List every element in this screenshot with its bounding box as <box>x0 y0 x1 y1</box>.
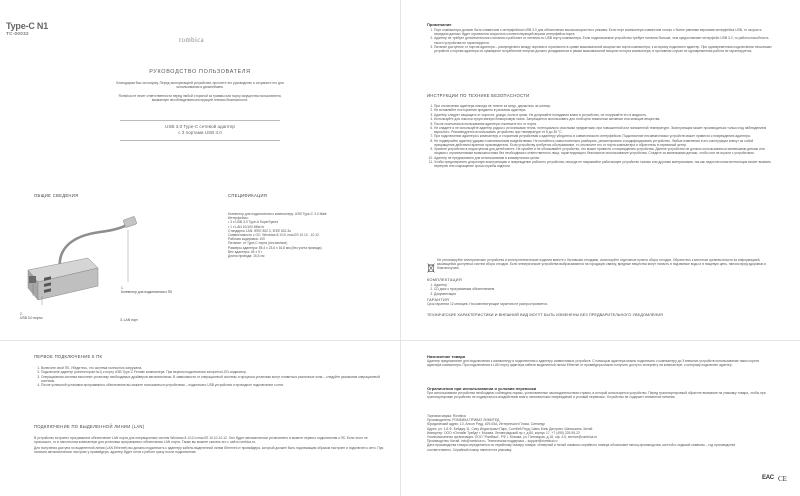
callout-2 <box>20 312 70 320</box>
first-connect-item: 1. Включите свой ПК. Убедитесь, что система полностью загружена. <box>41 366 386 370</box>
safety-item: 7. При подключении адаптера к компьютеру и сторонним устройствам к адаптеру убедитесь в совместимости интерфейсов. Подключение несовместимых устройств может привести к повреждению адаптера. <box>434 134 772 138</box>
lan-body <box>34 436 386 456</box>
lan-port <box>29 276 36 283</box>
safety-item: 11. Чтобы предотвратить досрочную эксплуатацию и повреждение рабочего устройства, никогда не накрывайте работающее устройство тканью или другими материалами, так как недостаточная вентиляция может вызвать перегрев или сокращение срока службы изделия. <box>434 160 772 168</box>
ce-mark-icon: CE <box>778 475 787 483</box>
specs-heading: СПЕЦИФИКАЦИЯ <box>228 193 268 198</box>
company-line: Дата производства товара определяется по серийному номеру товара: четвертый и пятый символы серийного номера обозначают месяц производства, шестой и седьмой символы – год производства соответственно. Серийный номер нанесен на упаковку. <box>427 443 736 452</box>
callout-3-number: 3. <box>120 318 123 322</box>
company-line: Уполномоченная организация: ООО "Ромбика", РФ, г. Москва, ул. Пятницкая, д.18, оф. 4-5, service@rombica.ru <box>427 435 598 440</box>
company-line: Адрес: ул. 1-й Ф. Бейджу 11, Сиху Индастриал Парк, Сонгбей Роуд, Шань Бэнь Дистрикт, Шэньчжэнь, Китай <box>427 426 593 431</box>
safety-item: 10. Адаптер не предназначен для использования в коммерческих целях. <box>434 156 772 160</box>
package-item: 1. Адаптер <box>434 283 627 287</box>
model-name: Type-C N1 <box>6 21 49 31</box>
brand-logo: rombica <box>179 37 205 44</box>
spec-line: • 1 x LAN 10/100 Мбит/с <box>228 224 265 229</box>
product-line-2: с 3 портами USB 3.0 <box>178 130 222 136</box>
safety-item: 6. Не кладите и не используйте адаптер рядом с источниками тепла, потенциально опасными предметами, при повышенной или пониженной температуре. Эксплуатация может производиться только под наблюдением взрослого. Рекомендуется использовать устройство при температуре от 5 до 35 °C. <box>434 126 772 134</box>
spec-line: Рабочая кодировка: 100 <box>228 237 265 242</box>
warranty-heading: ГАРАНТИЯ <box>427 298 450 302</box>
product-line-1: USB 3.0 Type-C сетевой адаптер <box>165 124 235 129</box>
notes-section <box>427 22 772 53</box>
general-heading: ОБЩИЕ СВЕДЕНИЯ <box>34 193 79 198</box>
restrictions-heading: Ограничения при использовании и условия перевозки <box>427 386 537 391</box>
callout-1-text: Коннектор для подключения к ПК <box>121 290 173 295</box>
lan-paragraph-1: В устройство встроено программное обеспечение LAN порта для операционных систем Windows 8.1/10 и macOS 10.10-10.12. Оно будет автоматически установлено в момент первого подключения к ПК. Если этого не произошло, то в настольном компьютере для установки программного обеспечения LAN порта. Также вы можете скачать его с сайта rombica.ru. <box>34 436 368 445</box>
type-c-plug <box>123 216 137 228</box>
manual-title: РУКОВОДСТВО ПОЛЬЗОВАТЕЛЯ <box>149 69 251 75</box>
vertical-fold-line <box>400 0 401 496</box>
company-line: Торговая марка: Rombica <box>427 414 466 418</box>
callout-1 <box>121 286 181 294</box>
company-info <box>427 414 757 452</box>
usb-adapter-drawing <box>20 210 140 310</box>
note-item: 3. Питание доступное от портов адаптера – распределено между портами и ограничено в сумме максимальной мощностью порта компьютера, к которому подключен адаптер. При одновременном подключении нескольких устройств к портам адаптера их суммарное потребление энергии должно укладываться в рамки максимальной мощности порта компьютера, в противном случае их одновременная работа не гарантируется. <box>434 45 772 53</box>
package-heading: КОМПЛЕКТАЦИЯ <box>427 278 462 282</box>
spec-line: Интерфейсы: <box>228 216 249 221</box>
model-label <box>6 22 48 36</box>
package-item: 2. CD диск с программным обеспечением <box>434 287 627 291</box>
spec-line: • 3 x USB 3.0 Type-A SuperSpeed <box>228 220 279 225</box>
company-line: Производство: Китай. info@rombica.ru. Техническая поддержка – support@rombica.ru <box>427 439 558 444</box>
safety-item: 8. Не подвергайте адаптер ударам и механическим воздействиям. Не пытайтесь самостоятельно разбирать, ремонтировать и модифицировать устройство. Любые изменения в его конструкции влекут за собой прекращение действия гарантии производителя. Если устройству требуется обслуживание, то отключите его от порта компьютера и обратитесь в сервисный центр. <box>434 139 772 147</box>
spec-line: Коннектор для подключения к компьютеру: USB Type-C 3.0 Male <box>228 212 327 216</box>
purpose-text: Адаптер предназначен для подключения к компьютеру и подключения к адаптеру совместимых устройств. С помощью адаптера можно подключить к компьютеру до 3 внешних устройств использования таких портов адаптера компьютера. При подключении к LAN порту адаптера кабеля выделенной линии Ethernet от провайдера можно получить доступ к интернету на компьютере, к которому подключен адаптер. <box>427 359 759 368</box>
recycle-bin-icon <box>427 260 435 270</box>
package-list <box>427 283 627 296</box>
first-connect-list <box>34 366 386 388</box>
restrictions-section <box>427 386 772 399</box>
warranty-section <box>427 298 727 306</box>
horizontal-fold-line <box>0 340 800 341</box>
disposal-text: Не утилизируйте электрические устройства и электротехнические изделия вместе с бытовыми отходами, используйте отдельные пункты сбора отходов. Обратитесь к местным органам власти за информацией, касающейся доступных систем сбора отходов. Если электрические устройства выбрасываются на городскую свалку, вредные вещества могут попасть в подземные воды и в пищевую цепь, нанося вред здоровью и благополучию. <box>437 258 767 271</box>
tech-notice: ТЕХНИЧЕСКИЕ ХАРАКТЕРИСТИКИ И ВНЕШНИЙ ВИД МОГУТ БЫТЬ ИЗМЕНЕНЫ БЕЗ ПРЕДВАРИТЕЛЬНОГО УВЕДОМЛЕНИЯ <box>427 313 664 317</box>
restrictions-text: При использовании устройства необходимо соблюдать нормы, установленные законодательством страны, в которой используется устройство. Перед транспортировкой обратите внимание на упаковку товара, чтобы при транспортировке устройство не подвергалось воздействию влаги, механических повреждений и условий перевозки. Устройство не содержит элементов питания. <box>427 391 766 400</box>
lan-heading: ПОДКЛЮЧЕНИЕ ПО ВЫДЕЛЕННОЙ ЛИНИИ (LAN) <box>34 424 145 429</box>
safety-item: 9. Храните устройство в недоступном для детей месте. Не кусайте и не облизывайте устройство, это может привести к повреждению устройства. Данное устройство не должно использоваться маленькими детьми или лицами с ограниченными возможностями без необходимого ответственного лица, гарантирующего безопасное использование устройства. Следите за маленькими детьми, чтобы они не играли с устройством. <box>434 147 772 155</box>
callout-1-number: 1. <box>121 286 124 290</box>
first-connect-item: 2. Подключите адаптер (коннектором №1) к порту USB Type-C Female компьютера. При верном подключении загорится LED-индикатор. <box>41 370 386 374</box>
notes-list <box>427 28 772 53</box>
company-line: Юридический адрес: 10, Ансон Роуд, #29-05А, Интернешнл Плаза, Сингапур <box>427 422 545 427</box>
purpose-heading: Назначение товара <box>427 354 466 359</box>
first-connect-item: 3. Операционная система выполнит установку необходимых драйверов автоматически. В зависимости от операционной системы и процесса установки могут появиться различные окна – следуйте указаниям операционной системы. <box>41 375 386 383</box>
callout-3-text: LAN порт <box>123 318 138 322</box>
callout-2-number: 2. <box>20 312 23 316</box>
manual-intro-1: Благодарим Вас за покупку. Перед эксплуатацией устройства, прочтите это руководство и сохраните его для использования в дальнейшем. <box>116 81 284 90</box>
note-item: 1. Порт компьютера должен быть совместим с интерфейсом USB 3.0 для обеспечения высокоскоростного режима. Если порт компьютера совместим только с более ранними версиями интерфейса USB, то скорость передачи данных будет ограничена скоростью соответствующей версии интерфейса порта. <box>434 28 772 36</box>
spec-line: Стандарты LAN: IEEE 802.3, IEEE 802.3u <box>228 228 292 233</box>
notes-heading: Примечание <box>427 22 452 27</box>
eac-mark-icon: EAC <box>762 475 774 481</box>
spec-line: Размеры адаптера: 85,4 x 23,6 x 16,8 мм (без учета провода) <box>228 245 322 250</box>
lan-paragraph-2: Для получения доступа по выделенной линии (LAN Ethernet) вы должны подключить к адаптеру кабель выделенной линии Ethernet от провайдера, который должен быть надлежащим образом настроен и подключен к сети. При наличии автоматических настроек у провайдера, адаптер будет готов к работе сразу после подключения. <box>34 445 384 455</box>
callout-3 <box>120 318 160 322</box>
company-line: Производитель: РОМБИКА ПРИВАТ ЛИМИТЕД <box>427 418 500 423</box>
specs-list <box>228 212 393 258</box>
package-item: 3. Документация <box>434 292 627 296</box>
product-name-box <box>120 120 280 141</box>
safety-item: 1. При отключении адаптера никогда не тяните за шнур, держитесь за штекер. <box>434 104 772 108</box>
manual-intro-2: Rombica не несет ответственности перед любой стороной за травмы или порчу имущества пользователя, вызванную несоблюдением инструкций техники безопасности. <box>118 94 282 103</box>
spec-line: Вес адаптера: 45 ± 5 г <box>228 249 263 254</box>
purpose-section <box>427 354 772 367</box>
first-connect-item: 4. После успешной установки программного обеспечения вы можете пользоваться устройством – подключать USB устройства и проводное подключение к сети. <box>41 383 386 387</box>
spec-line: Длина провода: 15,5 см <box>228 254 265 259</box>
spec-line: Питание: от Type-C порта (несъемное) <box>228 241 288 246</box>
callout-2-text: USB 3.0 порты <box>20 316 43 321</box>
safety-item: 3. Адаптер следует защищать от сырости, дождя, пыли и грязи. Не допускайте попадания влаги в устройство, не погружайте его в жидкость. <box>434 113 772 117</box>
safety-list <box>427 104 772 169</box>
spec-line: Совместимость с ОС: Windows 8.1/10, macOS 10.10 - 10.12 <box>228 233 319 238</box>
safety-item: 5. После окончания использования адаптера отключите его от порта. <box>434 122 772 126</box>
model-code: TC-00032 <box>6 31 29 36</box>
first-connect-heading: ПЕРВОЕ ПОДКЛЮЧЕНИЕ К ПК <box>34 354 103 359</box>
company-line: Импортер: ООО «Онлайн Трейд» г. Москва, Ленинградский пр-т, д.80, корпус 17, +7 (495) 225-95-22 <box>427 430 580 435</box>
safety-item: 2. Не вставляйте посторонние предметы в разъемы адаптера. <box>434 108 772 112</box>
safety-heading: ИНСТРУКЦИИ ПО ТЕХНИКЕ БЕЗОПАСНОСТИ <box>427 93 530 98</box>
note-item: 2. Адаптер не требует дополнительного питания и работает от питания по USB порту компьютера. Если подключаемое устройство требует питания больше, чем предоставляет интерфейс USB 3.0, то работоспособность такого устройства не гарантируется. <box>434 36 772 44</box>
package-section <box>427 278 627 296</box>
safety-item: 4. Используйте для очистки сухую мягкую безворсовую ткань. Запрещается использовать для этой цели химически активные или моющие вещества. <box>434 117 772 121</box>
warranty-text: Срок гарантии 12 месяцев. На комплектующие гарантия не распространяется. <box>427 302 548 306</box>
adapter-illustration <box>20 210 140 310</box>
